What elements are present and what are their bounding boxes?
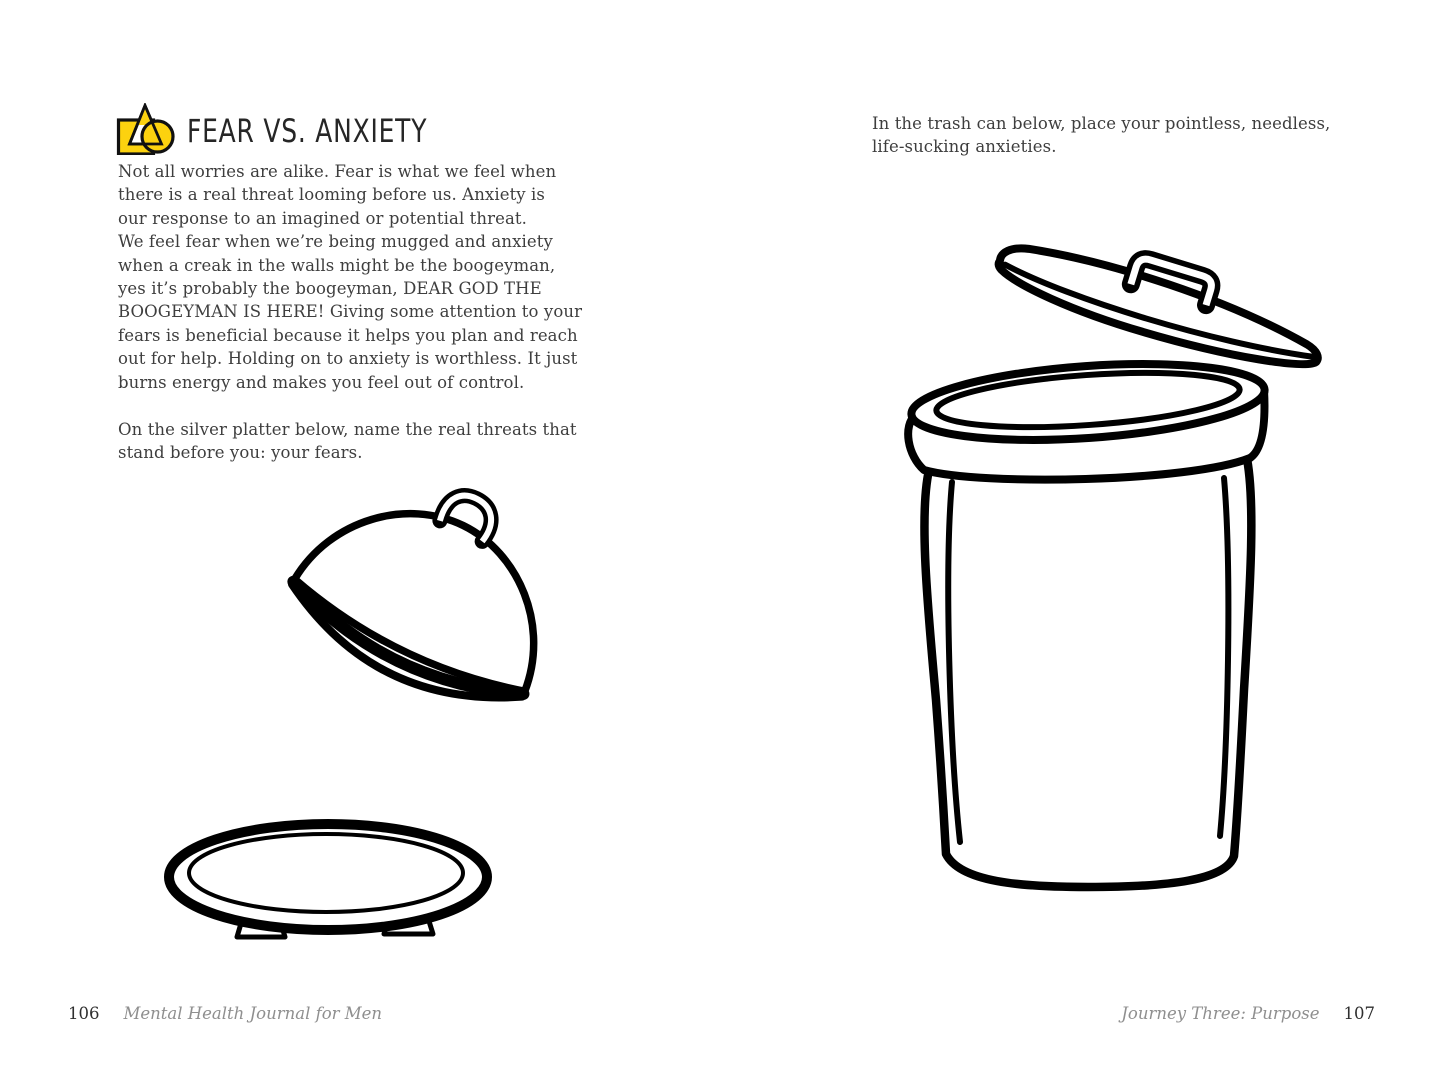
text-line: BOOGEYMAN IS HERE! Giving some attention to your (118, 302, 583, 322)
intro-paragraph (118, 160, 582, 394)
trash-lid-illustration (992, 218, 1331, 383)
geometric-shapes-icon (114, 103, 176, 155)
page-number: 106 (68, 1004, 100, 1023)
trash-can-illustration (890, 230, 1350, 910)
trash-can-body (924, 454, 1251, 887)
text-line: yes it’s probably the boogeyman, DEAR GOD THE (118, 279, 542, 299)
page-number: 107 (1343, 1004, 1375, 1023)
cloche-lid-illustration (272, 480, 572, 725)
text-line: Not all worries are alike. Fear is what we feel when (118, 162, 557, 181)
text-line: fears is beneficial because it helps you plan and reach (118, 325, 578, 345)
text-line: On the silver platter below, name the real threats that (118, 420, 577, 439)
text-line: our response to an imagined or potential threat. (118, 208, 528, 228)
text-line: In the trash can below, place your pointless, needless, (872, 114, 1331, 133)
text-line: life-sucking anxieties. (872, 137, 1057, 157)
chapter-title: Journey Three: Purpose (1121, 1004, 1320, 1023)
right-page-footer (1121, 1004, 1375, 1023)
plate-rim (169, 824, 487, 930)
text-line: there is a real threat looming before us. Anxiety is (118, 185, 546, 205)
platter-plate-illustration (160, 820, 496, 948)
page-title: FEAR VS. ANXIETY (187, 112, 428, 150)
section-heading (114, 103, 495, 155)
text-line: burns energy and makes you feel out of control. (118, 372, 525, 392)
left-page-footer (68, 1004, 382, 1023)
trash-prompt (872, 112, 1330, 159)
text-line: stand before you: your fears. (118, 443, 363, 463)
text-line: out for help. Holding on to anxiety is worthless. It just (118, 349, 578, 369)
text-line: when a creak in the walls might be the boogeyman, (118, 255, 556, 275)
platter-prompt (118, 418, 577, 465)
book-title: Mental Health Journal for Men (123, 1004, 383, 1023)
text-line: We feel fear when we’re being mugged and anxiety (118, 232, 553, 252)
